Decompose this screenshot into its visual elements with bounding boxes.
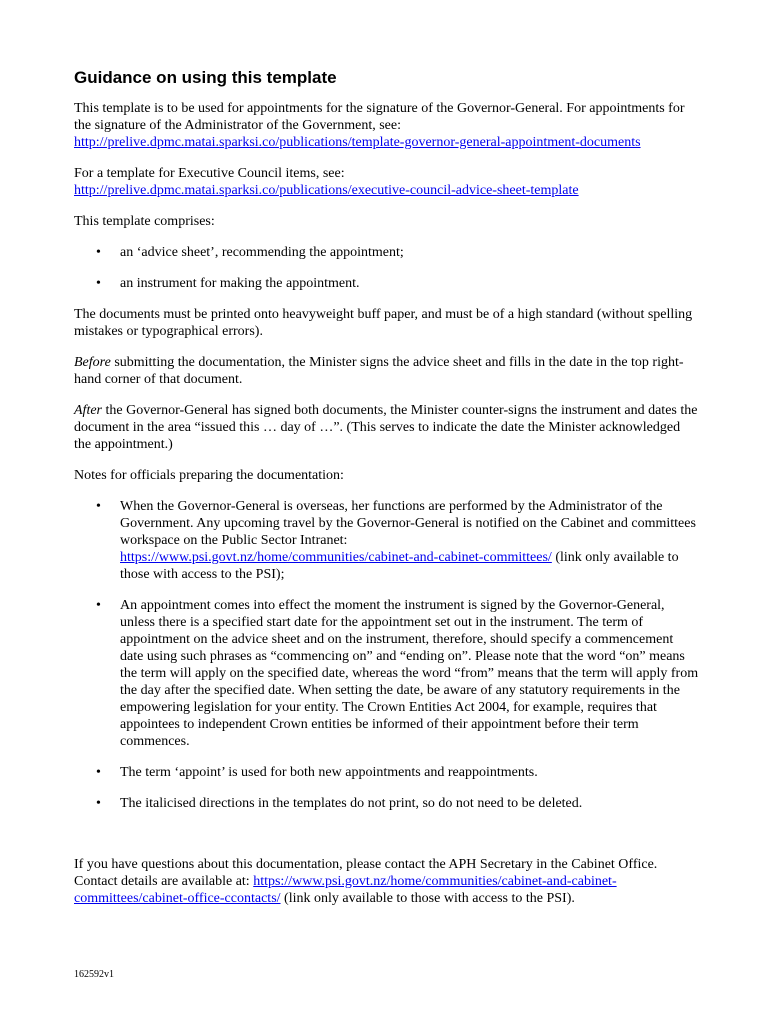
after-emphasis: After bbox=[74, 403, 102, 418]
bullet-icon: • bbox=[96, 796, 101, 811]
template-components-list bbox=[74, 244, 700, 292]
exec-council-text: For a template for Executive Council items, see: bbox=[74, 166, 345, 181]
contact-paragraph bbox=[74, 856, 700, 907]
list-item-text: An appointment comes into effect the moment the instrument is signed by the Governor-General, unless there is a specified start date for the appointment set out in the instrument. The term of appointment on the advice sheet and on the instrument, therefore, should specify a commencement date using such phrases as “commencing on” and “ending on”. Please note that the word “on” means the term will apply on the specified date, whereas the word “from” means that the term will apply from the day after the specified date. When setting the date, be aware of any statutory requirements in the empowering legislation for your entity. The Crown Entities Act 2004, for example, requires that appointees to independent Crown entities be informed of their appointment before their term commences. bbox=[120, 598, 699, 749]
printing-paragraph: The documents must be printed onto heavyweight buff paper, and must be of a high standard (without spelling mistakes or typographical errors). bbox=[74, 307, 693, 339]
list-item bbox=[74, 498, 700, 583]
bullet-icon: • bbox=[96, 598, 101, 613]
comprises-paragraph: This template comprises: bbox=[74, 214, 215, 229]
notes-heading: Notes for officials preparing the documentation: bbox=[74, 468, 344, 483]
exec-council-paragraph bbox=[74, 165, 700, 199]
list-item bbox=[74, 764, 700, 781]
gg-appointment-template-link[interactable]: http://prelive.dpmc.matai.sparksi.co/publications/template-governor-general-appointment-documents bbox=[74, 135, 641, 150]
page-title: Guidance on using this template bbox=[74, 68, 337, 87]
bullet-icon: • bbox=[96, 276, 101, 291]
notes-list bbox=[74, 498, 700, 812]
bullet-icon: • bbox=[96, 765, 101, 780]
bullet-icon: • bbox=[96, 499, 101, 514]
psi-cabinet-link[interactable]: https://www.psi.govt.nz/home/communities/cabinet-and-cabinet-committees/ bbox=[120, 550, 552, 565]
before-emphasis: Before bbox=[74, 355, 111, 370]
document-id: 162592v1 bbox=[74, 969, 114, 980]
list-item-text-after: (link only available to those with access to the PSI); bbox=[120, 550, 679, 582]
bullet-icon: • bbox=[96, 245, 101, 260]
list-item-text: The italicised directions in the templates do not print, so do not need to be deleted. bbox=[120, 796, 583, 811]
list-item bbox=[74, 275, 700, 292]
list-item-text: The term ‘appoint’ is used for both new appointments and reappointments. bbox=[120, 765, 538, 780]
spacer bbox=[74, 826, 700, 856]
before-text: submitting the documentation, the Minister signs the advice sheet and fills in the date in the top right-hand corner of that document. bbox=[74, 355, 684, 387]
intro-text: This template is to be used for appointments for the signature of the Governor-General. For appointments for the signature of the Administrator of the Government, see: bbox=[74, 101, 685, 133]
after-paragraph bbox=[74, 402, 700, 453]
cabinet-office-contacts-link[interactable]: https://www.psi.govt.nz/home/communities/cabinet-and-cabinet-committees/cabinet-office-ccontacts/ bbox=[74, 874, 617, 906]
list-item-text: an ‘advice sheet’, recommending the appointment; bbox=[120, 245, 404, 260]
list-item bbox=[74, 795, 700, 812]
contact-text: If you have questions about this documentation, please contact the APH Secretary in the Cabinet Office. Contact details are available at: bbox=[74, 857, 658, 889]
list-item bbox=[74, 244, 700, 261]
contact-text-after: (link only available to those with access to the PSI). bbox=[280, 891, 575, 906]
intro-paragraph bbox=[74, 100, 700, 151]
list-item bbox=[74, 597, 700, 750]
after-text: the Governor-General has signed both documents, the Minister counter-signs the instrument and dates the document in the area “issued this … day of …”. (This serves to indicate the date the Minister acknowledged the appointment.) bbox=[74, 403, 698, 452]
before-paragraph bbox=[74, 354, 700, 388]
list-item-text: When the Governor-General is overseas, her functions are performed by the Administrator of the Government. Any upcoming travel by the Governor-General is notified on the Cabinet and committees workspace on the Public Sector Intranet: bbox=[120, 499, 696, 548]
exec-council-template-link[interactable]: http://prelive.dpmc.matai.sparksi.co/publications/executive-council-advice-sheet-template bbox=[74, 183, 579, 198]
list-item-text: an instrument for making the appointment. bbox=[120, 276, 360, 291]
